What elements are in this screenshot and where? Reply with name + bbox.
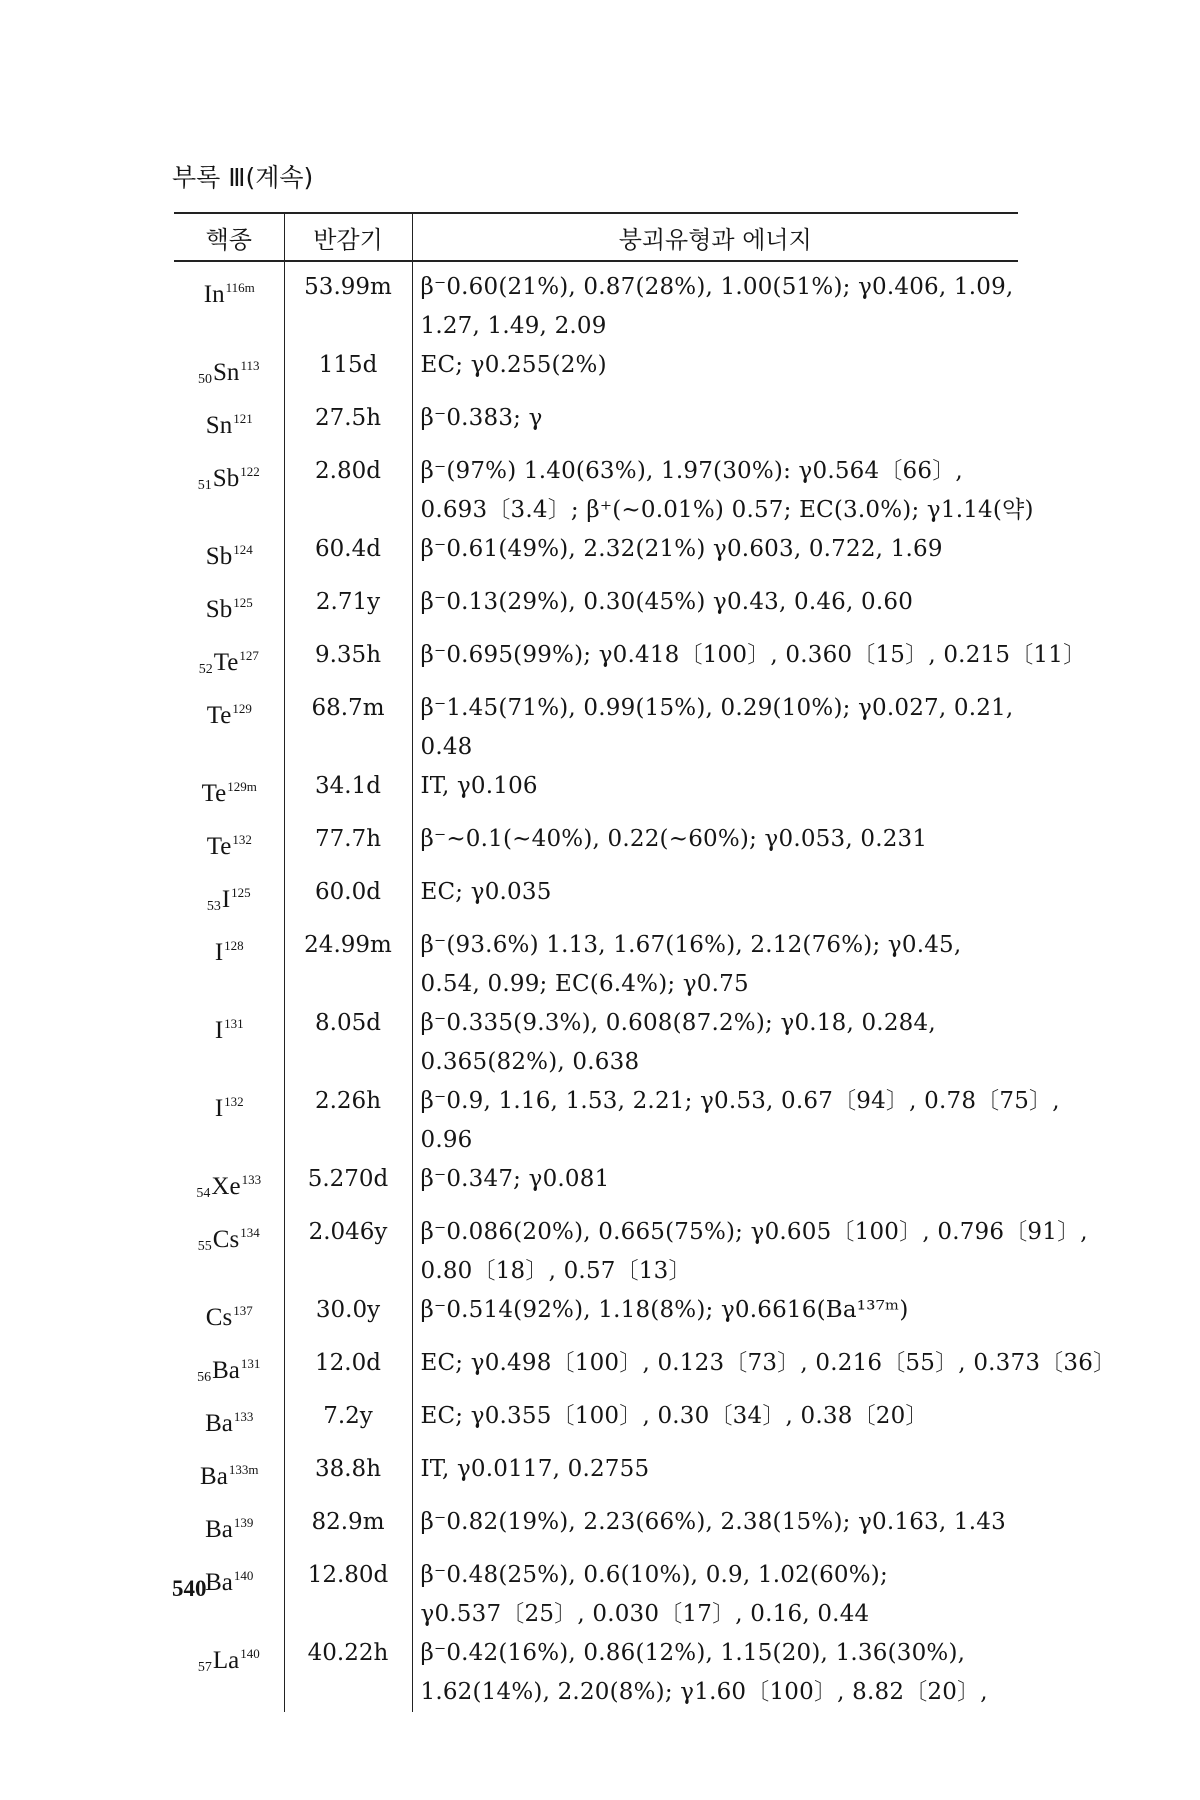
header-nuclide: 핵종	[174, 213, 284, 261]
half-life-cell: 12.80d	[284, 1556, 412, 1634]
atomic-number: 55	[197, 1239, 212, 1254]
decay-line: β⁻0.347; γ0.081	[420, 1166, 610, 1192]
element-symbol: Sb	[212, 465, 240, 492]
decay-line: β⁻~0.1(~40%), 0.22(~60%); γ0.053, 0.231	[420, 826, 928, 852]
mass-number: 125	[231, 885, 251, 900]
atomic-number: 51	[197, 478, 212, 493]
table-row	[174, 1004, 1018, 1082]
nuclide-cell	[174, 530, 284, 583]
mass-number: 121	[233, 411, 253, 426]
table-row	[174, 926, 1018, 1004]
decay-energy-cell	[412, 873, 1018, 926]
nuclide-cell	[174, 1503, 284, 1556]
mass-number: 132	[224, 1094, 244, 1109]
decay-energy-cell	[412, 1160, 1018, 1213]
decay-line: IT, γ0.0117, 0.2755	[420, 1456, 650, 1482]
element-symbol: Ba	[205, 1569, 233, 1596]
nuclide-cell	[174, 1082, 284, 1160]
decay-energy-cell	[412, 767, 1018, 820]
element-symbol: Te	[206, 702, 232, 729]
table-row	[174, 1397, 1018, 1450]
mass-number: 113	[240, 358, 260, 373]
table-row	[174, 873, 1018, 926]
decay-line: β⁻(97%) 1.40(63%), 1.97(30%): γ0.564〔66〕,	[420, 458, 963, 484]
decay-line: β⁻0.42(16%), 0.86(12%), 1.15(20), 1.36(30%),	[420, 1640, 966, 1666]
atomic-number: 54	[196, 1186, 211, 1201]
decay-line: IT, γ0.106	[420, 773, 538, 799]
half-life-cell: 77.7h	[284, 820, 412, 873]
decay-line: γ0.537〔25〕, 0.030〔17〕, 0.16, 0.44	[420, 1601, 870, 1627]
atomic-number: 50	[198, 372, 213, 387]
table-row	[174, 399, 1018, 452]
decay-energy-cell	[412, 1450, 1018, 1503]
nuclide-cell	[174, 1344, 284, 1397]
decay-energy-cell	[412, 452, 1034, 530]
table-row	[174, 1344, 1018, 1397]
half-life-cell: 60.4d	[284, 530, 412, 583]
decay-line: 1.27, 1.49, 2.09	[420, 313, 607, 339]
nuclide-cell	[174, 346, 284, 399]
decay-energy-cell	[412, 1397, 1018, 1450]
mass-number: 129m	[227, 779, 257, 794]
element-symbol: I	[221, 886, 231, 913]
element-symbol: Sb	[205, 596, 233, 623]
table-row	[174, 1082, 1018, 1160]
nuclide-cell	[174, 1450, 284, 1503]
table-row	[174, 689, 1018, 767]
header-half-life: 반감기	[284, 213, 412, 261]
mass-number: 133	[233, 1409, 254, 1424]
decay-line: β⁻0.61(49%), 2.32(21%) γ0.603, 0.722, 1.69	[420, 536, 943, 562]
element-symbol: Te	[213, 649, 239, 676]
element-symbol: Sb	[205, 543, 233, 570]
half-life-cell: 9.35h	[284, 636, 412, 689]
table-row	[174, 583, 1018, 636]
atomic-number: 57	[197, 1660, 212, 1675]
nuclide-table	[174, 212, 1117, 1712]
decay-line: 0.48	[420, 734, 473, 760]
atomic-number: 53	[206, 899, 221, 914]
mass-number: 124	[233, 542, 253, 557]
nuclide-cell	[174, 926, 284, 1004]
nuclide-cell	[174, 689, 284, 767]
half-life-cell: 2.046y	[284, 1213, 412, 1291]
table-row	[174, 452, 1018, 530]
element-symbol: La	[212, 1647, 240, 1674]
mass-number: 129	[232, 701, 252, 716]
mass-number: 125	[233, 595, 253, 610]
decay-energy-cell	[412, 1344, 1117, 1397]
half-life-cell: 5.270d	[284, 1160, 412, 1213]
decay-energy-cell	[412, 346, 1018, 399]
table-row	[174, 1213, 1018, 1291]
half-life-cell: 2.80d	[284, 452, 412, 530]
table-body	[174, 261, 1117, 1712]
element-symbol: Ba	[212, 1357, 240, 1384]
decay-line: β⁻0.9, 1.16, 1.53, 2.21; γ0.53, 0.67〔94〕, 0.78〔75〕,	[420, 1088, 1060, 1114]
element-symbol: Cs	[212, 1226, 240, 1253]
element-symbol: Sn	[213, 359, 240, 386]
table-row	[174, 1503, 1018, 1556]
mass-number: 131	[240, 1356, 261, 1371]
mass-number: 134	[240, 1225, 260, 1240]
nuclide-cell	[174, 261, 284, 346]
decay-energy-cell	[412, 530, 1018, 583]
mass-number: 139	[233, 1515, 254, 1530]
decay-line: 0.693〔3.4〕; β⁺(~0.01%) 0.57; EC(3.0%); γ1.14(약)	[420, 497, 1034, 523]
decay-energy-cell	[412, 1556, 1018, 1634]
atomic-number: 52	[198, 662, 213, 677]
mass-number: 132	[232, 832, 252, 847]
mass-number: 133m	[228, 1462, 259, 1477]
mass-number: 133	[241, 1172, 262, 1187]
decay-energy-cell	[412, 1503, 1018, 1556]
element-symbol: I	[214, 1017, 224, 1044]
decay-line: EC; γ0.035	[420, 879, 552, 905]
table-row	[174, 1634, 1018, 1712]
decay-energy-cell	[412, 1634, 1018, 1712]
decay-energy-cell	[412, 583, 1018, 636]
table-row	[174, 1291, 1018, 1344]
table-header-row	[174, 213, 1018, 261]
table-row	[174, 820, 1018, 873]
half-life-cell: 27.5h	[284, 399, 412, 452]
decay-line: 0.365(82%), 0.638	[420, 1049, 640, 1075]
nuclide-cell	[174, 1397, 284, 1450]
half-life-cell: 2.71y	[284, 583, 412, 636]
decay-line: 1.62(14%), 2.20(8%); γ1.60〔100〕, 8.82〔20〕,	[420, 1679, 988, 1705]
mass-number: 122	[240, 464, 260, 479]
nuclide-cell	[174, 1213, 284, 1291]
nuclide-cell	[174, 820, 284, 873]
nuclide-cell	[174, 583, 284, 636]
atomic-number: 56	[197, 1370, 212, 1385]
nuclide-cell	[174, 1004, 284, 1082]
header-decay-energy: 붕괴유형과 에너지	[412, 213, 1018, 261]
decay-energy-cell	[412, 1213, 1088, 1291]
table-row	[174, 261, 1018, 346]
table-row	[174, 1556, 1018, 1634]
half-life-cell: 53.99m	[284, 261, 412, 346]
decay-energy-cell	[412, 1004, 1018, 1082]
decay-energy-cell	[412, 820, 1018, 873]
page-number: 540	[172, 1576, 207, 1601]
half-life-cell: 34.1d	[284, 767, 412, 820]
decay-energy-cell	[412, 636, 1087, 689]
decay-line: EC; γ0.355〔100〕, 0.30〔34〕, 0.38〔20〕	[420, 1403, 929, 1429]
table-row	[174, 530, 1018, 583]
element-symbol: Te	[206, 833, 232, 860]
element-symbol: Ba	[205, 1410, 233, 1437]
element-symbol: In	[203, 281, 225, 308]
decay-energy-cell	[412, 926, 1018, 1004]
mass-number: 128	[224, 938, 244, 953]
decay-line: EC; γ0.255(2%)	[420, 352, 607, 378]
decay-line: β⁻0.086(20%), 0.665(75%); γ0.605〔100〕, 0.796〔91〕,	[420, 1219, 1088, 1245]
element-symbol: Xe	[211, 1173, 241, 1200]
nuclide-cell	[174, 873, 284, 926]
half-life-cell: 115d	[284, 346, 412, 399]
element-symbol: I	[214, 1095, 224, 1122]
half-life-cell: 12.0d	[284, 1344, 412, 1397]
half-life-cell: 40.22h	[284, 1634, 412, 1712]
decay-energy-cell	[412, 1082, 1060, 1160]
element-symbol: Te	[201, 780, 227, 807]
mass-number: 137	[233, 1303, 253, 1318]
decay-line: 0.96	[420, 1127, 473, 1153]
decay-energy-cell	[412, 1291, 1018, 1344]
element-symbol: I	[214, 939, 224, 966]
decay-line: β⁻0.695(99%); γ0.418〔100〕, 0.360〔15〕, 0.215〔11〕	[420, 642, 1087, 668]
nuclide-cell	[174, 1291, 284, 1344]
page-title: 부록 Ⅲ(계속)	[172, 163, 314, 192]
decay-line: β⁻0.48(25%), 0.6(10%), 0.9, 1.02(60%);	[420, 1562, 888, 1588]
nuclide-cell	[174, 399, 284, 452]
mass-number: 116m	[225, 280, 255, 295]
decay-energy-cell	[412, 261, 1018, 346]
decay-energy-cell	[412, 689, 1018, 767]
decay-line: β⁻0.13(29%), 0.30(45%) γ0.43, 0.46, 0.60	[420, 589, 914, 615]
half-life-cell: 38.8h	[284, 1450, 412, 1503]
mass-number: 140	[233, 1568, 254, 1583]
element-symbol: Cs	[205, 1304, 233, 1331]
decay-line: β⁻0.383; γ	[420, 405, 543, 431]
half-life-cell: 2.26h	[284, 1082, 412, 1160]
decay-line: β⁻0.60(21%), 0.87(28%), 1.00(51%); γ0.406, 1.09,	[420, 274, 1014, 300]
nuclide-cell	[174, 1160, 284, 1213]
mass-number: 131	[224, 1016, 244, 1031]
decay-line: EC; γ0.498〔100〕, 0.123〔73〕, 0.216〔55〕, 0.373〔36〕	[420, 1350, 1117, 1376]
mass-number: 140	[240, 1646, 260, 1661]
decay-line: 0.54, 0.99; EC(6.4%); γ0.75	[420, 971, 749, 997]
half-life-cell: 60.0d	[284, 873, 412, 926]
table-row	[174, 346, 1018, 399]
half-life-cell: 68.7m	[284, 689, 412, 767]
nuclide-cell	[174, 452, 284, 530]
table-row	[174, 1160, 1018, 1213]
table-row	[174, 767, 1018, 820]
half-life-cell: 8.05d	[284, 1004, 412, 1082]
half-life-cell: 30.0y	[284, 1291, 412, 1344]
table-row	[174, 636, 1018, 689]
table-row	[174, 1450, 1018, 1503]
decay-line: β⁻(93.6%) 1.13, 1.67(16%), 2.12(76%); γ0.45,	[420, 932, 962, 958]
decay-energy-cell	[412, 399, 1018, 452]
nuclide-cell	[174, 636, 284, 689]
half-life-cell: 82.9m	[284, 1503, 412, 1556]
decay-line: β⁻0.82(19%), 2.23(66%), 2.38(15%); γ0.163, 1.43	[420, 1509, 1006, 1535]
decay-line: 0.80〔18〕, 0.57〔13〕	[420, 1258, 692, 1284]
nuclide-cell	[174, 767, 284, 820]
element-symbol: Sn	[205, 412, 233, 439]
decay-line: β⁻0.514(92%), 1.18(8%); γ0.6616(Ba¹³⁷ᵐ)	[420, 1297, 909, 1323]
decay-line: β⁻0.335(9.3%), 0.608(87.2%); γ0.18, 0.284,	[420, 1010, 936, 1036]
half-life-cell: 7.2y	[284, 1397, 412, 1450]
decay-line: β⁻1.45(71%), 0.99(15%), 0.29(10%); γ0.027, 0.21,	[420, 695, 1014, 721]
element-symbol: Ba	[205, 1516, 233, 1543]
mass-number: 127	[239, 648, 259, 663]
element-symbol: Ba	[200, 1463, 228, 1490]
half-life-cell: 24.99m	[284, 926, 412, 1004]
nuclide-cell	[174, 1634, 284, 1712]
